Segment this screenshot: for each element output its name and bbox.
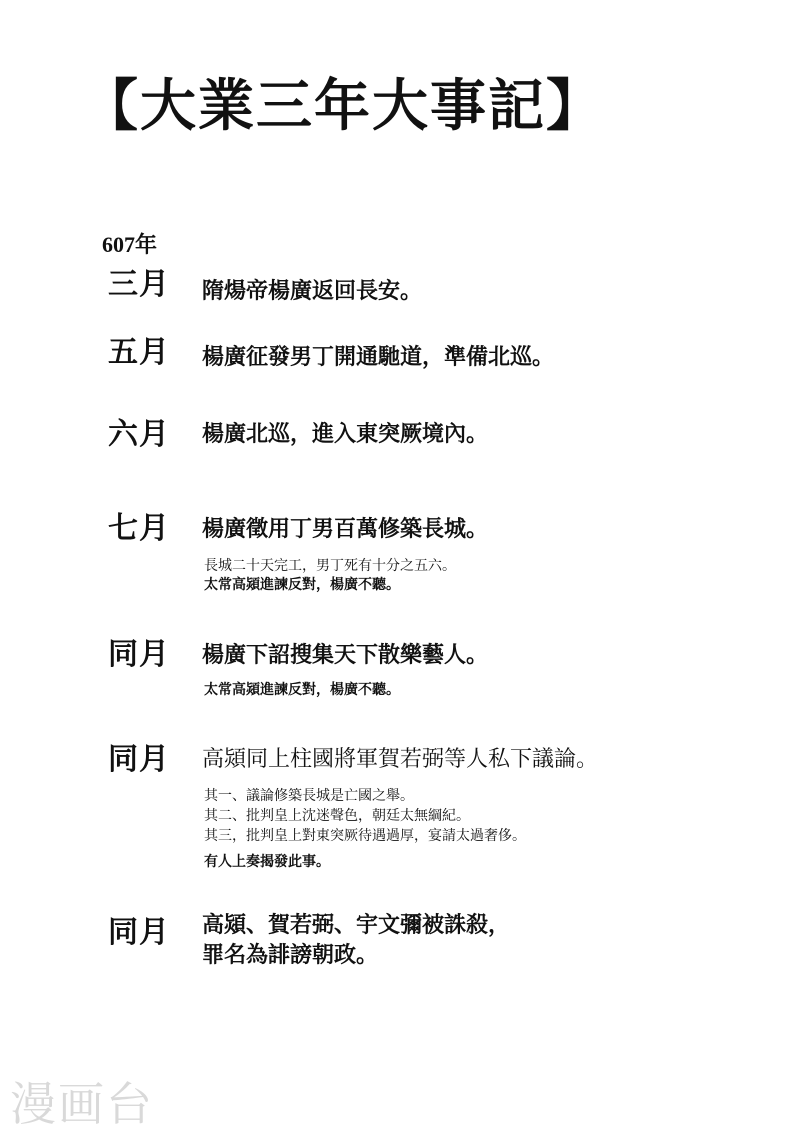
event-note: 太常高熲進諫反對，楊廣不聽。 (204, 682, 400, 698)
year-label: 607年 (102, 232, 158, 257)
event-month: 六月 (108, 417, 170, 452)
event-month: 同月 (108, 637, 170, 672)
event-month: 五月 (108, 335, 170, 370)
event-text: 楊廣北巡，進入東突厥境內。 (202, 422, 489, 447)
event-note: 其三，批判皇上對東突厥待遇過厚，宴請太過奢侈。 (204, 828, 526, 844)
event-note: 有人上奏揭發此事。 (204, 854, 330, 870)
event-text: 隋煬帝楊廣返回長安。 (202, 279, 423, 304)
event-month: 同月 (108, 742, 170, 777)
event-text: 楊廣征發男丁開通馳道，準備北巡。 (202, 345, 555, 370)
event-note: 長城二十天完工，男丁死有十分之五六。 (204, 558, 456, 574)
event-month: 同月 (108, 915, 170, 950)
event-month: 三月 (108, 267, 170, 302)
event-text: 楊廣徵用丁男百萬修築長城。 (202, 517, 489, 542)
event-text: 高熲同上柱國將軍賀若弼等人私下議論。 (202, 747, 599, 772)
event-note: 太常高熲進諫反對，楊廣不聽。 (204, 577, 400, 593)
event-text: 罪名為誹謗朝政。 (202, 943, 379, 968)
event-note: 其一、議論修築長城是亡國之舉。 (204, 788, 414, 804)
event-text: 高熲、賀若弼、宇文彌被誅殺， (202, 913, 511, 938)
event-note: 其二、批判皇上沈迷聲色，朝廷太無綱紀。 (204, 808, 470, 824)
event-text: 楊廣下詔搜集天下散樂藝人。 (202, 643, 489, 668)
watermark: 漫画台 (10, 1077, 154, 1131)
event-month: 七月 (108, 511, 170, 546)
page-title: 【大業三年大事記】 (82, 73, 604, 139)
